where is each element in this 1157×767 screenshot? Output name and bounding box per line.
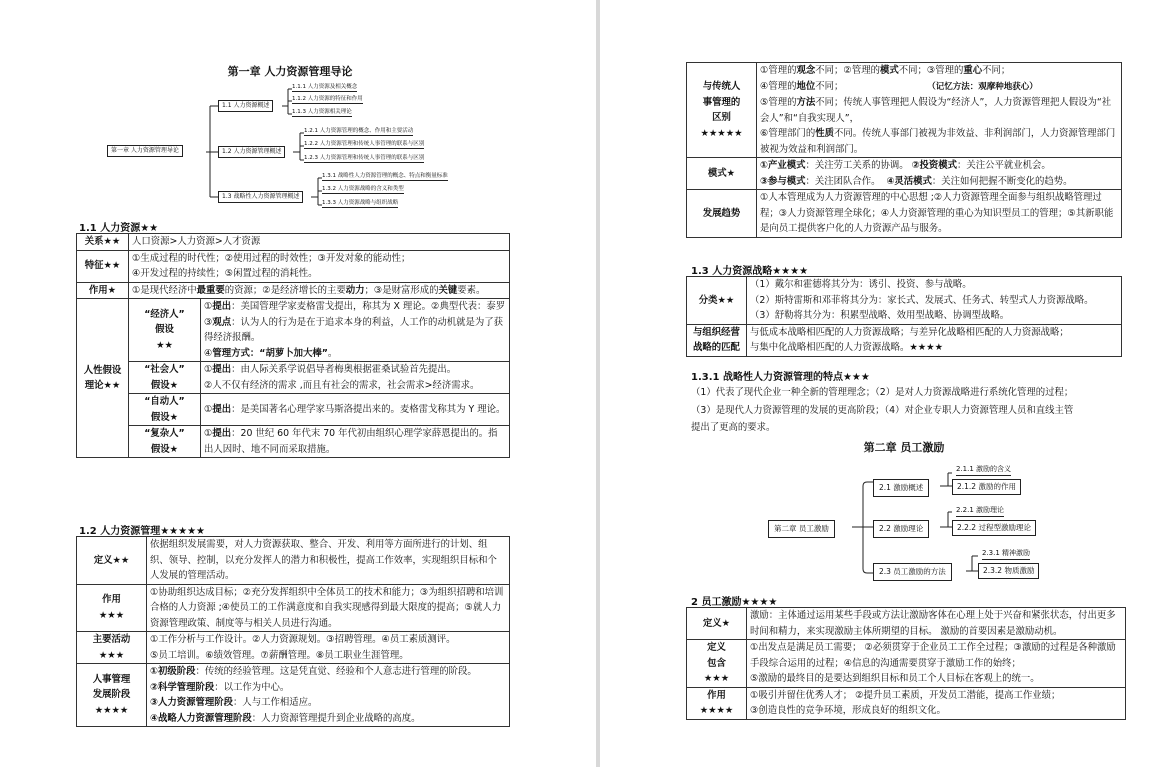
key-line: ★★★★★ <box>700 127 743 139</box>
table-row <box>687 190 1122 238</box>
key-line: “复杂人” <box>144 428 185 439</box>
key-line: 发展阶段 <box>92 689 131 701</box>
text-line <box>150 695 506 711</box>
text-line: ①提出：由人际关系学说倡导者梅奥根据霍桑试验首先提出。 <box>204 364 457 375</box>
table-row <box>77 250 510 282</box>
table-2 <box>686 607 1126 720</box>
text-line: ⑤员工培训。⑥绩效管理。⑦薪酬管理。⑧员工职业生涯管理。 <box>150 649 409 661</box>
text-span: ：关注团队合作。 <box>805 175 881 187</box>
sub-key <box>129 426 201 458</box>
row-value: 人口资源>人力资源>人才资源 <box>129 234 510 251</box>
mindmap-branch-1: 1.1 人力资源概述 <box>218 100 273 112</box>
row-value: ①提出：是美国著名心理学家马斯洛提出来的。麦格雷戈称其为 Y 理论。 <box>201 394 510 426</box>
text-line <box>760 158 1118 174</box>
mindmap-leaf: 2.3.2 物质激励 <box>978 563 1039 579</box>
row-value <box>747 640 1126 688</box>
text-span: ；③是财富形成的 <box>364 284 439 296</box>
text-line: 与低成本战略相匹配的人力资源战略；与差异化战略相匹配的人力资源战略； <box>750 326 1069 338</box>
text-span: 。 <box>327 347 338 359</box>
text-span: 关键 <box>438 284 458 296</box>
row-value: 激励：主体通过运用某些手段或方法让激励客体在心理上处于兴奋和紧张状态，付出更多时间和精力，来实现激励主体所期望的目标。 激励的首要因素是激励动机。 <box>747 608 1126 640</box>
mindmap-leaf: 1.1.2 人力资源的特征和作用 <box>292 96 363 102</box>
section-heading-1-3: 1.3 人力资源战略★★★★ <box>691 266 809 277</box>
row-value <box>201 299 510 362</box>
text-span: ④灵活模式 <box>886 175 932 187</box>
text-line: （3）是现代人力资源管理的发展的更高阶段；（4）对企业专职人力资源管理人员和直线主管 <box>691 404 1074 416</box>
text-span: ：关注劳工关系的协调。 <box>805 160 909 171</box>
mindmap-leaf: 1.1.1 人力资源及相关概念 <box>292 84 358 90</box>
key-line: ★★★ <box>703 673 730 684</box>
mindmap-leaf: 1.2.2 人力资源管理和传统人事管理的联系与区别 <box>304 141 425 147</box>
key-line: 作用 <box>102 594 121 606</box>
text-span: 不同；②管理的 <box>815 65 880 76</box>
text-span: 不同； <box>982 65 1011 76</box>
text-span: ④战略人力资源管理阶段 <box>150 712 252 724</box>
table-1-2 <box>76 536 510 727</box>
key-line: 包含 <box>707 657 726 669</box>
mindmap-branch-1: 2.1 激励概述 <box>873 479 929 497</box>
row-key: 定义★★ <box>77 537 147 585</box>
text-line <box>760 126 1118 157</box>
text-line <box>150 680 506 696</box>
text-span: 的资源；②是经济增长的主要 <box>224 284 346 296</box>
text-line: ④管理方式：“胡萝卜加大棒”。 <box>204 347 338 359</box>
text-span: 模式 <box>879 65 899 76</box>
row-value <box>147 664 510 727</box>
key-line: 事管理的 <box>702 96 741 108</box>
table-row <box>77 362 510 394</box>
key-line: 与传统人 <box>702 81 741 92</box>
table-row <box>687 277 1122 325</box>
text-line: （1）代表了现代企业一种全新的管理理念；（2）是对人力资源战略进行系统化管理的过程； <box>691 387 1074 398</box>
key-line: ★★★★ <box>94 704 129 716</box>
memory-tip: （记忆方法：观摩种地获心） <box>931 81 1038 92</box>
text-line: ⑤激励的最终目的是要达到组织目标和员工个人目标在客观上的统一。 <box>750 673 1040 684</box>
key-line: ★★★★ <box>699 705 734 716</box>
text-span: ：20 世纪 60 年代末 70 年代初由组织心理学家薛恩提出的。指出人因时、地不同而采取措施。 <box>204 428 498 455</box>
table-row <box>77 234 510 251</box>
mindmap-branch-2: 2.2 激励理论 <box>873 520 929 538</box>
text-line: ①生成过程的时代性；②使用过程的时效性；③开发对象的能动性； <box>132 252 411 264</box>
text-span: ①初级阶段 <box>150 666 196 677</box>
row-value <box>201 362 510 394</box>
key-line: 与组织经营 <box>693 326 740 338</box>
key-line: ★★ <box>156 339 173 351</box>
row-key: 特征★★ <box>77 250 129 282</box>
key-line: 假设★ <box>150 379 179 391</box>
sub-key <box>129 362 201 394</box>
text-span: 不同； <box>815 80 844 92</box>
row-key <box>687 63 757 158</box>
row-key: 模式★ <box>687 158 757 190</box>
text-line: ①工作分析与工作设计。②人力资源规划。③招聘管理。④员工素质测评。 <box>150 634 456 645</box>
key-line: “经济人” <box>144 308 185 320</box>
text-span: ④管理的 <box>760 80 797 92</box>
mindmap-branch-3: 2.3 员工激励的方法 <box>873 563 952 581</box>
table-1-2-continued <box>686 62 1122 238</box>
mindmap-leaf: 2.1.1 激励的含义 <box>956 464 1011 476</box>
table-row <box>687 63 1122 158</box>
mindmap-leaf: 1.3.3 人力资源战略与组织战略 <box>322 200 399 206</box>
mindmap-leaf: 2.1.2 激励的作用 <box>952 479 1021 495</box>
table-row <box>77 426 510 458</box>
row-value <box>129 282 510 299</box>
row-value <box>747 277 1122 325</box>
row-key: 发展趋势 <box>687 190 757 238</box>
row-key <box>687 640 747 688</box>
table-row <box>687 687 1126 719</box>
text-line: ②人不仅有经济的需求 ,而且有社会的需求，社会需求>经济需求。 <box>204 379 480 391</box>
text-span: 要素。 <box>457 284 486 296</box>
table-row <box>77 584 510 632</box>
row-value: 依据组织发展需要，对人力资源获取、整合、开发、利用等方面所进行的计划、组织、领导、控制，以充分发挥人的潜力和积极性，提高工作效率，实现组织目标和个人发展的管理活动。 <box>147 537 510 585</box>
text-span: 提出 <box>212 364 232 375</box>
key-line: 战略的匹配 <box>693 342 740 353</box>
table-1-1 <box>76 233 510 458</box>
text-span: 提出 <box>212 301 232 312</box>
key-line: 假设★ <box>150 443 179 455</box>
text-span: 观念 <box>796 65 816 76</box>
text-span: 最重要 <box>196 284 225 296</box>
key-line: 作用 <box>707 689 726 701</box>
text-span: 不同。传统人事部门被视为非效益、非利润部门，人力资源管理部门被视为效益和利润部门。 <box>760 128 1116 155</box>
row-value: ①人本管理成为人力资源管理的中心思想 ;②人力资源管理全面参与组织战略管理过程；③人力资源管理全球化；④人力资源管理的重心为知识型员工的管理；⑤其新职能是向员工提供客户化的人力资源产品与服务。 <box>757 190 1122 238</box>
row-key <box>77 664 147 727</box>
text-span: ：关注公平就业机会。 <box>957 160 1051 171</box>
table-row <box>687 158 1122 190</box>
key-line: 人事管理 <box>92 673 131 685</box>
section-heading-1-3-1: 1.3.1 战略性人力资源管理的特点★★★ <box>691 372 870 383</box>
text-line: ③创造良性的竞争环境，形成良好的组织文化。 <box>750 705 946 716</box>
row-value: ①提出：20 世纪 60 年代末 70 年代初由组织心理学家薛恩提出的。指出人因时、地不同而采取措施。 <box>201 426 510 458</box>
text-span: ③参与模式 <box>760 175 806 187</box>
key-line: ★★★ <box>98 609 125 621</box>
text-span: ①管理的 <box>760 65 797 76</box>
mindmap-leaf: 2.2.2 过程型激励理论 <box>952 520 1036 536</box>
text-span: ：以工作为中心。 <box>214 681 290 693</box>
text-line: 与集中化战略相匹配的人力资源战略。★★★★ <box>750 342 943 353</box>
text-span: 提出 <box>212 403 232 415</box>
table-row <box>77 394 510 426</box>
row-key <box>77 584 147 632</box>
mindmap-branch-3: 1.3 战略性人力资源管理概述 <box>218 191 303 203</box>
section-heading-2: 2 员工激励★★★★ <box>691 597 778 608</box>
sub-key <box>129 299 201 362</box>
mindmap-leaf: 1.2.1 人力资源管理的概念、作用和主要活动 <box>304 128 414 134</box>
text-span: ②科学管理阶段 <box>150 681 215 693</box>
row-key <box>687 687 747 719</box>
text-span: ：人与工作相适应。 <box>232 697 318 708</box>
mindmap-root: 第一章 人力资源管理导论 <box>107 145 183 157</box>
text-span: ①是现代经济中 <box>132 284 197 296</box>
text-line: （3）舒勒将其分为：积累型战略、效用型战略、协调型战略。 <box>750 310 1010 321</box>
row-key: 作用★ <box>77 282 129 299</box>
table-row <box>77 632 510 664</box>
table-row <box>77 282 510 299</box>
row-value <box>757 158 1122 190</box>
row-value <box>147 632 510 664</box>
chapter2-title: 第二章 员工激励 <box>863 441 945 454</box>
row-key <box>687 324 747 356</box>
text-span: ：认为人的行为是在于追求本身的利益，人工作的动机就是为了获得经济报酬。 <box>204 316 504 343</box>
chapter1-mindmap <box>0 0 596 215</box>
text-span: 动力 <box>345 284 365 296</box>
key-line: 定义 <box>707 642 726 653</box>
mindmap-leaf: 2.2.1 激励理论 <box>956 505 1004 517</box>
key-line: 理论★★ <box>84 380 121 391</box>
row-key <box>77 632 147 664</box>
text-span: 观点 <box>212 316 232 328</box>
row-key: 分类★★ <box>687 277 747 325</box>
text-span: ：由人际关系学说倡导者梅奥根据霍桑试验首先提出。 <box>231 364 457 375</box>
text-span: 重心 <box>963 65 983 76</box>
text-span: 提出 <box>212 428 232 439</box>
text-span: ⑥管理部门的 <box>760 128 816 139</box>
text-line: ③观点：认为人的行为是在于追求本身的利益，人工作的动机就是为了获得经济报酬。 <box>204 316 504 343</box>
mindmap-root: 第二章 员工激励 <box>768 520 835 538</box>
key-line: 区别 <box>712 112 731 123</box>
key-line: “自动人” <box>144 396 185 407</box>
mindmap-branch-2: 1.2 人力资源管理概述 <box>218 146 285 158</box>
key-line: 假设★ <box>150 411 179 423</box>
text-span: ：人力资源管理提升到企业战略的高度。 <box>251 712 421 724</box>
key-line: 人性假设 <box>83 364 122 376</box>
text-line <box>760 95 1118 126</box>
text-span: ①产业模式 <box>760 160 806 171</box>
mindmap-leaf: 1.2.3 人力资源管理和传统人事管理的联系与区别 <box>304 155 425 161</box>
mindmap-leaf: 1.3.1 战略性人力资源管理的概念、特点和衡量标准 <box>322 173 448 179</box>
text-span: ：传统的经验管理。这是凭直觉、经验和个人意志进行管理的阶段。 <box>195 666 477 677</box>
table-row <box>687 324 1122 356</box>
text-line <box>150 711 506 727</box>
key-line: ★★★ <box>98 649 125 661</box>
section-heading-1-2: 1.2 人力资源管理★★★★★ <box>79 526 206 537</box>
mindmap-leaf: 2.3.1 精神激励 <box>982 548 1030 560</box>
mindmap-leaf: 1.1.3 人力资源相关理论 <box>292 109 352 115</box>
text-line: ①出发点是满足员工需要； ②必须贯穿于企业员工工作全过程；③激励的过程是各种激励手段综合运用的过程；④信息的沟通需要贯穿于激励工作的始终； <box>750 642 1116 669</box>
key-line: 主要活动 <box>92 634 131 645</box>
text-span: 不同；传统人事管理把人假设为“经济人”，人力资源管理把人假设为“社会人”和“自我实现人”， <box>760 97 1112 124</box>
text-span: ：美国管理学家麦格雷戈提出，称其为 X 理论。②典型代表：泰罗 <box>231 301 506 312</box>
text-line <box>150 664 506 680</box>
row-key <box>77 299 129 458</box>
text-line <box>760 79 1118 96</box>
chapter-title: 第一章 人力资源管理导论 <box>227 65 353 78</box>
mindmap-leaf: 1.3.2 人力资源战略的含义和类型 <box>322 186 404 192</box>
table-row <box>687 640 1126 688</box>
text-line <box>760 174 1118 190</box>
table-row <box>687 608 1126 640</box>
text-line: ④开发过程的持续性；⑤闲置过程的消耗性。 <box>132 268 318 279</box>
section-heading-1-1: 1.1 人力资源★★ <box>79 223 159 234</box>
text-line: 提出了更高的要求。 <box>691 422 776 433</box>
text-line: （2）斯特雷斯和邓菲将其分为：家长式、发展式、任务式、转型式人力资源战略。 <box>750 294 1094 306</box>
text-span: ：关注如何把握不断变化的趋势。 <box>931 175 1073 187</box>
text-span: ：是美国著名心理学家马斯洛提出来的。麦格雷戈称其为 Y 理论。 <box>231 403 506 415</box>
text-line <box>760 63 1118 79</box>
chapter2-mindmap <box>600 455 1157 585</box>
table-1-3 <box>686 276 1122 357</box>
sub-key <box>129 394 201 426</box>
row-value <box>129 250 510 282</box>
row-value: ①协助组织达成目标；②充分发挥组织中全体员工的技术和能力；③为组织招聘和培训合格的人力资源 ;④使员工的工作满意度和自我实现感得到最大限度的提高；⑤就人力资源管理政策、制度等与相关人员进行沟通。 <box>147 584 510 632</box>
row-key: 关系★★ <box>77 234 129 251</box>
text-span: 地位 <box>796 80 816 92</box>
text-line: ①吸引并留住优秀人才； ②提升员工素质，开发员工潜能，提高工作业绩； <box>750 689 1061 701</box>
paragraph-1-3-1 <box>691 384 1131 437</box>
text-span: 性质 <box>815 128 835 139</box>
row-value <box>757 63 1122 158</box>
row-key: 定义★ <box>687 608 747 640</box>
row-value <box>747 687 1126 719</box>
table-row <box>77 537 510 585</box>
text-span: ⑤管理的 <box>760 97 797 108</box>
table-row <box>77 664 510 727</box>
text-span: 管理方式：“胡萝卜加大棒” <box>212 347 328 359</box>
text-span: 不同；③管理的 <box>898 65 964 76</box>
text-line: （1）戴尔和霍德将其分为：诱引、投资、参与战略。 <box>750 279 972 290</box>
key-line: 假设 <box>155 324 174 336</box>
text-span: ②投资模式 <box>911 160 958 171</box>
row-value <box>747 324 1122 356</box>
right-page <box>600 0 1157 767</box>
key-line: “社会人” <box>144 364 185 375</box>
text-line: ①提出：美国管理学家麦格雷戈提出，称其为 X 理论。②典型代表：泰罗 <box>204 301 506 312</box>
text-span: ③人力资源管理阶段 <box>150 697 233 708</box>
text-span: 方法 <box>796 97 816 108</box>
table-row <box>77 299 510 362</box>
